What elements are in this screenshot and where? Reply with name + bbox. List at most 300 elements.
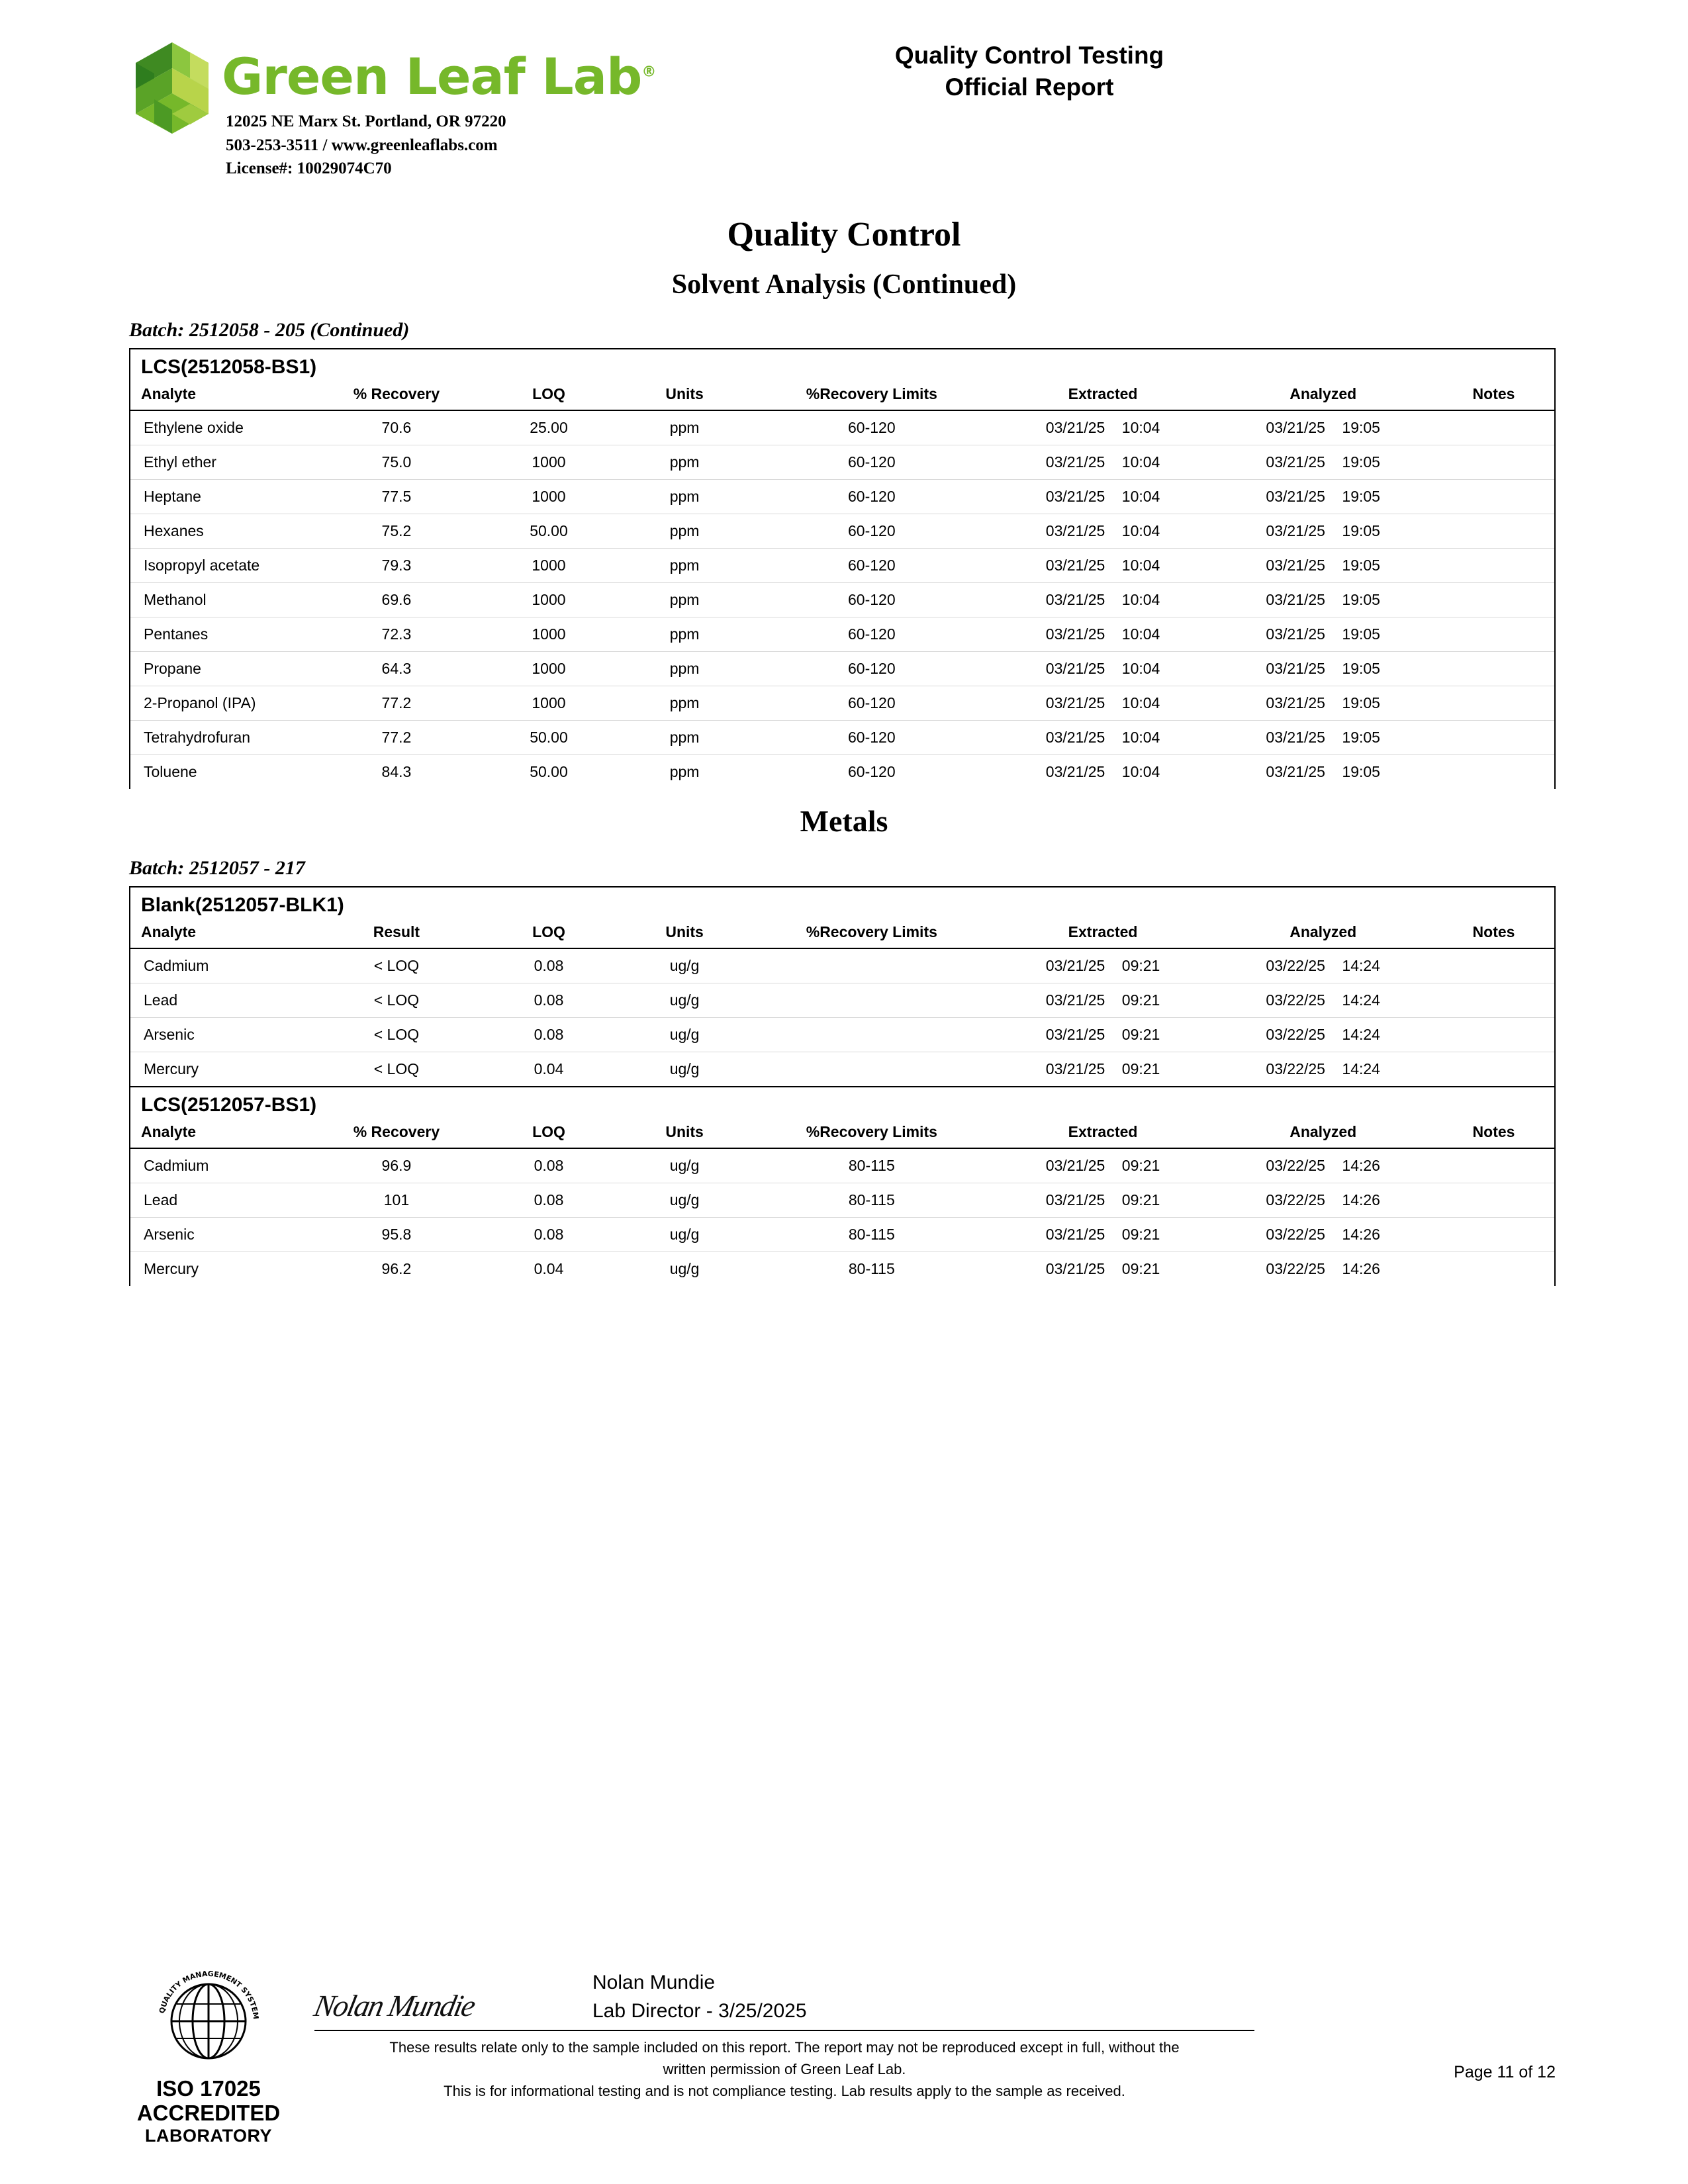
cell-extracted: [993, 983, 1213, 1017]
page-subtitle: Solvent Analysis (Continued): [671, 269, 1017, 300]
cell-extracted-time: 09:21: [1121, 1156, 1160, 1174]
column-header-limits: %Recovery Limits: [751, 922, 993, 948]
column-header-notes: Notes: [1433, 384, 1554, 410]
cell-analyzed-date: 03/21/25: [1266, 556, 1325, 574]
signature-image: Nolan Mundie: [311, 1988, 478, 2023]
cell-units: ug/g: [618, 1017, 751, 1052]
cell-extracted: [993, 617, 1213, 651]
cell-analyte: Isopropyl acetate: [130, 548, 314, 582]
cell-analyzed-date: 03/21/25: [1266, 694, 1325, 711]
cell-analyte: Hexanes: [130, 514, 314, 548]
cell-analyte: Mercury: [144, 1060, 199, 1077]
brand-text-block: [222, 26, 655, 181]
table-row: [130, 479, 1554, 514]
solvent-lcs-block: [129, 348, 1556, 789]
cell-extracted-date: 03/21/25: [1045, 659, 1105, 677]
cell-notes: [1433, 445, 1554, 479]
cell-notes: [1433, 1183, 1554, 1217]
cell-extracted-date: 03/21/25: [1045, 1025, 1105, 1043]
column-header-notes: Notes: [1433, 1122, 1554, 1148]
cell-extracted: [993, 1148, 1213, 1183]
cell-analyzed-time: 14:26: [1342, 1259, 1380, 1277]
cell-units: ug/g: [618, 1148, 751, 1183]
column-header-analyte: Analyte: [130, 1122, 314, 1148]
cell-analyzed-time: 14:24: [1342, 1060, 1380, 1077]
cell-result: 96.9: [314, 1148, 479, 1183]
column-header-analyte: Analyte: [130, 384, 314, 410]
solvent-lcs-table: [130, 384, 1554, 789]
cell-limits: 60-120: [751, 651, 993, 686]
cell-analyte: Arsenic: [130, 1017, 314, 1052]
cell-analyzed: [1213, 1017, 1433, 1052]
column-header-analyzed: Analyzed: [1213, 1122, 1433, 1148]
cell-extracted-time: 09:21: [1121, 991, 1160, 1009]
cell-analyzed: [1213, 651, 1433, 686]
cell-analyzed-time: 14:26: [1342, 1191, 1380, 1208]
cell-extracted: [993, 1183, 1213, 1217]
cell-analyzed-time: 19:05: [1342, 590, 1380, 608]
table-row: [130, 948, 1554, 983]
cell-extracted: [993, 686, 1213, 720]
cell-extracted: [993, 582, 1213, 617]
cell-limits: 60-120: [751, 514, 993, 548]
metals-batch-label: Batch: 2512057 - 217: [129, 856, 305, 879]
iso-laboratory-label: LABORATORY: [145, 2125, 272, 2146]
table-row: [130, 617, 1554, 651]
cell-loq: 0.04: [534, 1259, 564, 1277]
page-number: Page 11 of 12: [1454, 2063, 1556, 2081]
cell-analyzed: [1213, 983, 1433, 1017]
cell-result: 77.5: [314, 479, 479, 514]
iso-accreditation-badge: [129, 1968, 288, 2146]
cell-analyzed: [1213, 1052, 1433, 1086]
cell-loq: 0.08: [479, 948, 619, 983]
cell-units: ug/g: [618, 983, 751, 1017]
cell-result: 101: [314, 1183, 479, 1217]
cell-extracted-time: 10:04: [1121, 487, 1160, 505]
cell-analyzed-date: 03/22/25: [1266, 1191, 1325, 1208]
column-header-loq: LOQ: [479, 1122, 619, 1148]
column-header-units: Units: [618, 1122, 751, 1148]
cell-result: 72.3: [314, 617, 479, 651]
cell-analyte: Cadmium: [130, 1148, 314, 1183]
cell-notes: [1433, 754, 1554, 789]
cell-analyzed-time: 14:26: [1342, 1156, 1380, 1174]
cell-analyte: Cadmium: [130, 948, 314, 983]
disclaimer-line-3: This is for informational testing and is not compliance testing. Lab results apply to the sample as received.: [444, 2082, 1125, 2099]
iso-accredited-label: ACCREDITED: [136, 2100, 281, 2125]
cell-limits: 60-120: [751, 548, 993, 582]
cell-loq: 1000: [479, 617, 619, 651]
cell-analyte: Methanol: [130, 582, 314, 617]
cell-units: ug/g: [618, 1217, 751, 1251]
lab-director-name: Nolan Mundie: [592, 1971, 716, 1993]
table-row: [130, 686, 1554, 720]
table-row: [130, 1183, 1554, 1217]
cell-extracted: [993, 948, 1213, 983]
svg-text:QUALITY MANAGEMENT SYSTEM: QUALITY MANAGEMENT SYSTEM: [158, 1969, 261, 2020]
cell-analyzed: [1213, 514, 1433, 548]
cell-analyzed-time: 19:05: [1342, 522, 1380, 539]
cell-loq: 0.08: [479, 1017, 619, 1052]
cell-extracted-date: 03/21/25: [1045, 991, 1105, 1009]
cell-analyzed: [1213, 1217, 1433, 1251]
column-header-result: % Recovery: [314, 1122, 479, 1148]
cell-analyzed-time: 14:24: [1342, 956, 1380, 974]
cell-analyzed-date: 03/21/25: [1266, 487, 1325, 505]
cell-extracted: [993, 754, 1213, 789]
cell-extracted: [993, 1017, 1213, 1052]
cell-analyte: Mercury: [144, 1259, 199, 1277]
cell-limits: [751, 1052, 993, 1086]
cell-units: ppm: [618, 479, 751, 514]
cell-extracted-date: 03/21/25: [1045, 1191, 1105, 1208]
cell-notes: [1433, 651, 1554, 686]
cell-limits: 80-115: [848, 1259, 895, 1277]
cell-analyzed-time: 14:26: [1342, 1225, 1380, 1243]
cell-extracted-date: 03/21/25: [1045, 762, 1105, 780]
table-row: [130, 514, 1554, 548]
column-header-limits: %Recovery Limits: [751, 384, 993, 410]
cell-notes: [1433, 983, 1554, 1017]
table-row: [130, 548, 1554, 582]
page-title: Quality Control: [727, 215, 961, 253]
cell-extracted-date: 03/21/25: [1045, 487, 1105, 505]
cell-analyzed: [1213, 445, 1433, 479]
cell-extracted-date: 03/21/25: [1045, 1225, 1105, 1243]
column-header-analyzed: Analyzed: [1213, 922, 1433, 948]
cell-notes: [1433, 1052, 1554, 1086]
cell-result: 75.0: [314, 445, 479, 479]
cell-analyzed: [1213, 1148, 1433, 1183]
cell-extracted-date: 03/21/25: [1045, 556, 1105, 574]
column-header-analyzed: Analyzed: [1213, 384, 1433, 410]
footer-disclaimer: [314, 2036, 1254, 2102]
cell-analyzed-date: 03/22/25: [1266, 991, 1325, 1009]
cell-limits: [751, 948, 993, 983]
cell-result: 69.6: [314, 582, 479, 617]
cell-loq: 0.04: [534, 1060, 564, 1077]
table-row: [130, 1148, 1554, 1183]
lab-director-block: [592, 1968, 807, 2026]
cell-analyzed: [1213, 1183, 1433, 1217]
cell-extracted-date: 03/21/25: [1045, 625, 1105, 643]
cell-analyzed-date: 03/22/25: [1266, 1060, 1325, 1077]
cell-result: 95.8: [314, 1217, 479, 1251]
cell-limits: 80-115: [751, 1148, 993, 1183]
cell-extracted-time: 09:21: [1121, 956, 1160, 974]
cell-result: 84.3: [381, 762, 412, 780]
page-footer: [0, 1968, 1688, 2146]
report-title-line1: Quality Control Testing: [894, 42, 1164, 69]
cell-extracted-time: 10:04: [1121, 694, 1160, 711]
table-header-row: [130, 1122, 1554, 1148]
cell-limits: 60-120: [751, 479, 993, 514]
cell-extracted: [993, 548, 1213, 582]
cell-analyzed-date: 03/22/25: [1266, 1025, 1325, 1043]
cell-analyte: Tetrahydrofuran: [130, 720, 314, 754]
cell-analyzed: [1213, 617, 1433, 651]
cell-analyzed-time: 19:05: [1342, 762, 1380, 780]
disclaimer-line-1: These results relate only to the sample included on this report. The report may not be reproduced except in full, without the: [389, 2038, 1180, 2056]
cell-analyzed-time: 19:05: [1342, 625, 1380, 643]
cell-units: ppm: [618, 445, 751, 479]
cell-analyzed: [1213, 754, 1433, 789]
cell-notes: [1433, 548, 1554, 582]
metals-section-heading: Metals: [800, 803, 888, 838]
cell-loq: 25.00: [479, 410, 619, 445]
column-header-result: Result: [314, 922, 479, 948]
cell-extracted-date: 03/21/25: [1045, 1259, 1105, 1277]
cell-extracted-time: 10:04: [1121, 522, 1160, 539]
company-wordmark: [222, 47, 656, 106]
metals-lcs-block: [129, 1086, 1556, 1286]
green-leaf-cube-logo-icon: [129, 41, 215, 134]
cell-extracted: [993, 720, 1213, 754]
cell-limits: [751, 983, 993, 1017]
cell-analyzed-date: 03/21/25: [1266, 762, 1325, 780]
table-row: [130, 1017, 1554, 1052]
cell-analyte: Pentanes: [130, 617, 314, 651]
column-header-loq: LOQ: [479, 922, 619, 948]
cell-result: 77.2: [314, 686, 479, 720]
page-header: [0, 0, 1688, 181]
iso-standard-number: ISO 17025: [156, 2075, 261, 2101]
cell-analyzed-date: 03/22/25: [1266, 1225, 1325, 1243]
solvent-batch-label: Batch: 2512058 - 205 (Continued): [129, 318, 410, 341]
column-header-loq: LOQ: [479, 384, 619, 410]
cell-analyzed: [1213, 479, 1433, 514]
cell-analyzed-date: 03/21/25: [1266, 659, 1325, 677]
cell-analyzed-date: 03/22/25: [1266, 956, 1325, 974]
cell-analyzed: [1213, 1251, 1433, 1286]
metals-blank-title: Blank(2512057-BLK1): [141, 893, 344, 916]
lab-phone-web: 503-253-3511 / www.greenleaflabs.com: [226, 136, 498, 154]
cell-analyte: Propane: [130, 651, 314, 686]
brand-logo-block: [129, 26, 655, 181]
registered-mark: ®: [641, 64, 656, 81]
cell-analyte: Lead: [130, 983, 314, 1017]
cell-notes: [1433, 617, 1554, 651]
cell-units: ppm: [618, 410, 751, 445]
cell-analyte: 2-Propanol (IPA): [130, 686, 314, 720]
cell-limits: 60-120: [751, 582, 993, 617]
table-row: [130, 445, 1554, 479]
table-row: [130, 410, 1554, 445]
cell-units: ppm: [669, 762, 700, 780]
cell-extracted: [993, 1217, 1213, 1251]
metals-blank-block: [129, 886, 1556, 1086]
cell-notes: [1433, 948, 1554, 983]
cell-loq: 1000: [479, 479, 619, 514]
table-header-row: [130, 384, 1554, 410]
cell-units: ug/g: [669, 1259, 700, 1277]
cell-extracted-date: 03/21/25: [1045, 1156, 1105, 1174]
cell-notes: [1433, 479, 1554, 514]
cell-units: ppm: [618, 686, 751, 720]
cell-extracted-time: 09:21: [1121, 1259, 1160, 1277]
cell-extracted-time: 09:21: [1121, 1060, 1160, 1077]
table-row: [130, 754, 1554, 789]
cell-units: ug/g: [618, 948, 751, 983]
table-row: [130, 983, 1554, 1017]
cell-extracted-date: 03/21/25: [1045, 418, 1105, 436]
cell-loq: 1000: [479, 548, 619, 582]
report-title-line2: Official Report: [945, 73, 1114, 101]
cell-analyzed-date: 03/21/25: [1266, 590, 1325, 608]
cell-analyzed-date: 03/21/25: [1266, 522, 1325, 539]
cell-analyzed-date: 03/21/25: [1266, 418, 1325, 436]
company-name: Green Leaf Lab: [222, 47, 642, 106]
cell-extracted-date: 03/21/25: [1045, 728, 1105, 746]
globe-icon: [156, 1968, 261, 2074]
table-row: [130, 1217, 1554, 1251]
cell-loq: 0.08: [479, 1148, 619, 1183]
cell-result: 64.3: [314, 651, 479, 686]
cell-extracted: [993, 445, 1213, 479]
cell-analyte: Heptane: [130, 479, 314, 514]
metals-lcs-title: LCS(2512057-BS1): [130, 1086, 1554, 1122]
cell-extracted: [993, 1052, 1213, 1086]
cell-analyzed-time: 19:05: [1342, 487, 1380, 505]
cell-loq: 0.08: [479, 1217, 619, 1251]
column-header-units: Units: [618, 384, 751, 410]
cell-units: ppm: [618, 582, 751, 617]
cell-analyzed-time: 19:05: [1342, 694, 1380, 711]
cell-loq: 0.08: [479, 983, 619, 1017]
cell-analyzed: [1213, 948, 1433, 983]
cell-extracted-time: 09:21: [1121, 1225, 1160, 1243]
table-row: [130, 1251, 1554, 1286]
cell-analyzed-date: 03/21/25: [1266, 625, 1325, 643]
metals-lcs-table: [130, 1122, 1554, 1286]
cell-limits: 60-120: [751, 720, 993, 754]
cell-analyzed: [1213, 720, 1433, 754]
cell-notes: [1433, 514, 1554, 548]
cell-limits: 60-120: [751, 686, 993, 720]
cell-result: < LOQ: [373, 1060, 420, 1077]
cell-analyzed-date: 03/21/25: [1266, 453, 1325, 471]
cell-result: < LOQ: [314, 983, 479, 1017]
cell-analyzed-time: 14:24: [1342, 1025, 1380, 1043]
cell-limits: 80-115: [751, 1183, 993, 1217]
cell-extracted-time: 10:04: [1121, 728, 1160, 746]
column-header-notes: Notes: [1433, 922, 1554, 948]
cell-limits: 60-120: [751, 410, 993, 445]
cell-loq: 50.00: [479, 514, 619, 548]
solvent-lcs-title: LCS(2512058-BS1): [141, 355, 317, 378]
footer-divider: [314, 2030, 1254, 2031]
cell-loq: 1000: [479, 686, 619, 720]
cell-units: ppm: [618, 548, 751, 582]
cell-result: 75.2: [314, 514, 479, 548]
cell-analyzed-date: 03/22/25: [1266, 1259, 1325, 1277]
table-row: [130, 720, 1554, 754]
cell-units: ppm: [618, 720, 751, 754]
cell-extracted: [993, 410, 1213, 445]
cell-notes: [1433, 1017, 1554, 1052]
cell-notes: [1433, 1148, 1554, 1183]
cell-analyzed: [1213, 548, 1433, 582]
cell-loq: 1000: [479, 651, 619, 686]
cell-notes: [1433, 582, 1554, 617]
cell-limits: 80-115: [751, 1217, 993, 1251]
cell-analyzed-date: 03/21/25: [1266, 728, 1325, 746]
cell-extracted-date: 03/21/25: [1045, 590, 1105, 608]
cell-result: < LOQ: [314, 1017, 479, 1052]
lab-director-title: Lab Director - 3/25/2025: [592, 2000, 807, 2023]
cell-extracted: [993, 651, 1213, 686]
cell-limits: 60-120: [751, 617, 993, 651]
column-header-extracted: Extracted: [993, 1122, 1213, 1148]
cell-analyzed-date: 03/22/25: [1266, 1156, 1325, 1174]
metals-blank-table: [130, 922, 1554, 1086]
cell-loq: 50.00: [530, 762, 568, 780]
cell-analyzed-time: 19:05: [1342, 659, 1380, 677]
cell-extracted-date: 03/21/25: [1045, 522, 1105, 539]
cell-analyte: Arsenic: [130, 1217, 314, 1251]
table-row: [130, 1052, 1554, 1086]
cell-analyte: Toluene: [144, 762, 197, 780]
cell-analyzed-time: 19:05: [1342, 556, 1380, 574]
cell-extracted-time: 10:04: [1121, 625, 1160, 643]
cell-notes: [1433, 410, 1554, 445]
cell-notes: [1433, 1251, 1554, 1286]
cell-analyzed-time: 14:24: [1342, 991, 1380, 1009]
cell-extracted-time: 10:04: [1121, 590, 1160, 608]
column-header-result: % Recovery: [314, 384, 479, 410]
cell-result: 77.2: [314, 720, 479, 754]
cell-extracted-time: 10:04: [1121, 453, 1160, 471]
column-header-extracted: Extracted: [993, 384, 1213, 410]
cell-analyzed-time: 19:05: [1342, 728, 1380, 746]
disclaimer-line-2: written permission of Green Leaf Lab.: [663, 2060, 906, 2077]
cell-extracted-date: 03/21/25: [1045, 1060, 1105, 1077]
cell-result: 79.3: [314, 548, 479, 582]
cell-result: 70.6: [314, 410, 479, 445]
column-header-extracted: Extracted: [993, 922, 1213, 948]
column-header-units: Units: [618, 922, 751, 948]
cell-result: < LOQ: [314, 948, 479, 983]
lab-license: License#: 10029074C70: [226, 159, 392, 177]
cell-extracted: [993, 514, 1213, 548]
cell-limits: 60-120: [751, 445, 993, 479]
cell-units: ug/g: [669, 1060, 700, 1077]
cell-loq: 50.00: [479, 720, 619, 754]
cell-extracted-time: 09:21: [1121, 1191, 1160, 1208]
table-header-row: [130, 922, 1554, 948]
cell-extracted: [993, 1251, 1213, 1286]
cell-extracted-time: 10:04: [1121, 762, 1160, 780]
cell-units: ppm: [618, 651, 751, 686]
cell-extracted-date: 03/21/25: [1045, 453, 1105, 471]
cell-analyzed: [1213, 410, 1433, 445]
cell-extracted-time: 10:04: [1121, 556, 1160, 574]
cell-analyte: Ethylene oxide: [130, 410, 314, 445]
lab-address-block: [226, 110, 655, 181]
cell-extracted-time: 10:04: [1121, 659, 1160, 677]
cell-extracted: [993, 479, 1213, 514]
column-header-analyte: Analyte: [130, 922, 314, 948]
table-row: [130, 651, 1554, 686]
cell-analyzed: [1213, 686, 1433, 720]
table-row: [130, 582, 1554, 617]
iso-badge-text: [129, 2077, 288, 2146]
cell-analyzed-time: 19:05: [1342, 418, 1380, 436]
cell-analyzed: [1213, 582, 1433, 617]
cell-loq: 1000: [479, 445, 619, 479]
cell-extracted-date: 03/21/25: [1045, 694, 1105, 711]
